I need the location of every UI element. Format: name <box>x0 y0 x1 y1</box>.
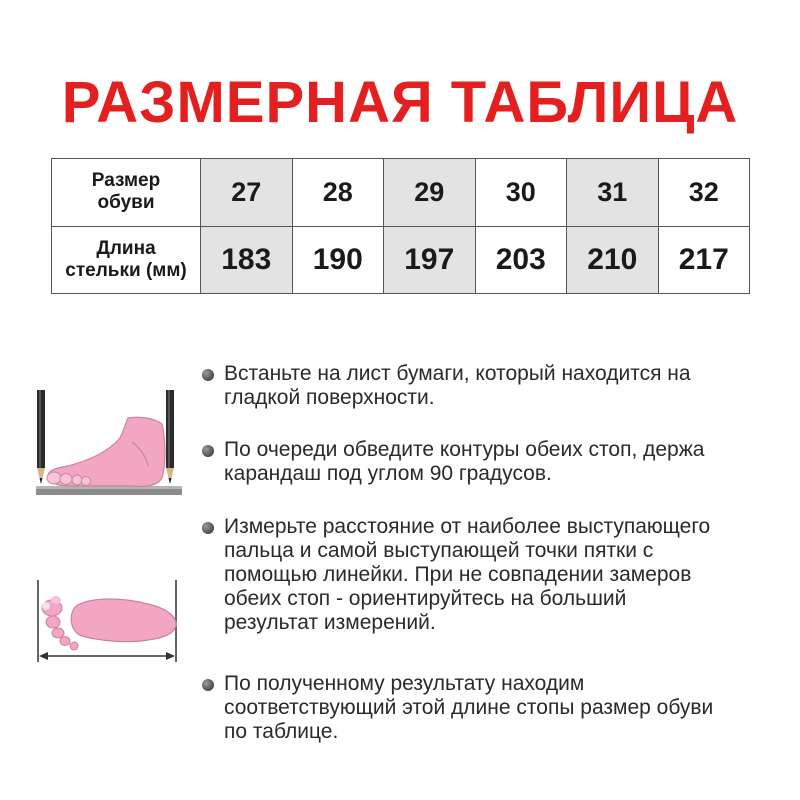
row-header-size-line2: обуви <box>97 192 155 214</box>
row-header-length-line2: стельки (мм) <box>65 259 187 281</box>
size-cell: 28 <box>292 159 384 227</box>
bullet-dot-icon <box>202 369 214 381</box>
bullet-dot-icon <box>202 445 214 457</box>
step-4-line-3: по таблице. <box>224 720 339 743</box>
instruction-step-1 <box>202 362 782 410</box>
foot-sole-measure-icon <box>30 578 182 668</box>
length-cell: 210 <box>567 226 659 294</box>
row-header-length <box>52 226 201 294</box>
step-3-line-5: результат измерений. <box>224 611 436 634</box>
step-4-line-2: соответствующий этой длине стопы размер обуви <box>224 696 714 719</box>
step-2-line-1: По очереди обведите контуры обеих стоп, держа <box>224 438 705 461</box>
instruction-step-4 <box>202 672 782 744</box>
page-title: РАЗМЕРНАЯ ТАБЛИЦА <box>61 70 739 135</box>
table-row-length <box>52 226 750 294</box>
bullet-dot-icon <box>202 522 214 534</box>
step-1-line-2: гладкой поверхности. <box>224 386 435 409</box>
foot-side-with-pencils-icon <box>28 382 190 500</box>
size-cell: 30 <box>475 159 567 227</box>
step-2-line-2: карандаш под углом 90 градусов. <box>224 462 552 485</box>
row-header-size-line1: Размер <box>91 170 161 192</box>
size-table <box>51 158 750 294</box>
size-cell: 31 <box>567 159 659 227</box>
step-3-line-3: помощью линейки. При не совпадении замеров <box>224 563 692 586</box>
size-cell: 32 <box>658 159 750 227</box>
bullet-dot-icon <box>202 679 214 691</box>
length-cell: 183 <box>201 226 293 294</box>
length-cell: 190 <box>292 226 384 294</box>
size-cell: 29 <box>384 159 476 227</box>
step-1-line-1: Встаньте на лист бумаги, который находится на <box>224 362 691 385</box>
size-cell: 27 <box>201 159 293 227</box>
step-3-line-1: Измерьте расстояние от наиболее выступающего <box>224 515 711 538</box>
table-row-size <box>52 159 750 227</box>
length-cell: 197 <box>384 226 476 294</box>
row-header-size <box>52 159 201 227</box>
step-4-line-1: По полученному результату находим <box>224 672 585 695</box>
length-cell: 217 <box>658 226 750 294</box>
length-cell: 203 <box>475 226 567 294</box>
step-3-line-4: обеих стоп - ориентируйтесь на больший <box>224 587 627 610</box>
row-header-length-line1: Длина <box>96 237 156 259</box>
step-3-line-2: пальца и самой выступающей точки пятки с <box>224 539 654 562</box>
instruction-step-3 <box>202 515 782 635</box>
instruction-step-2 <box>202 438 782 486</box>
